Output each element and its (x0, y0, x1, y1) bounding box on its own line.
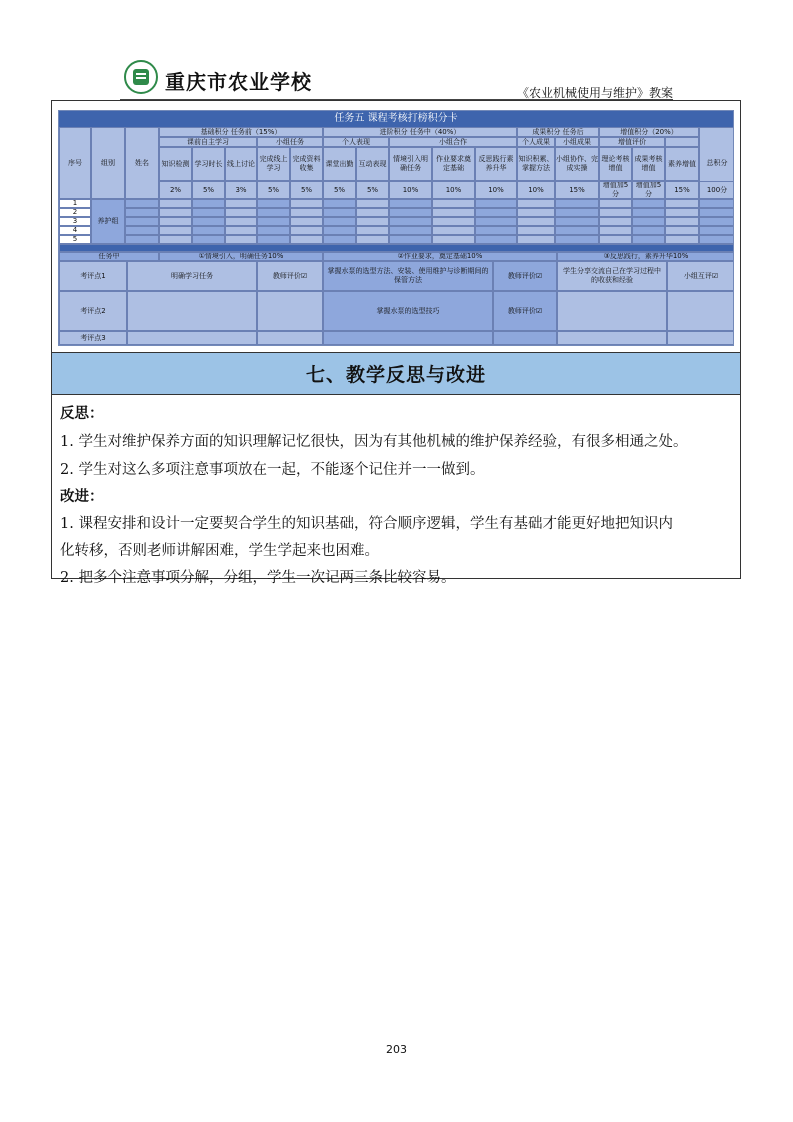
col-seq-header: 序号 (59, 127, 91, 199)
score-cell (290, 199, 323, 208)
item-header: 学习时长 (192, 147, 225, 181)
score-cell (323, 226, 356, 235)
score-cell (290, 235, 323, 244)
weight-cell: 5% (356, 181, 389, 199)
score-cell (555, 235, 599, 244)
sub-eval: 增值评价 (599, 137, 665, 147)
school-logo-icon (124, 60, 158, 94)
score-cell (323, 208, 356, 217)
score-cell (389, 235, 432, 244)
score-cell (432, 199, 475, 208)
pt2-c-eval (667, 291, 734, 331)
pt3-b-eval (493, 331, 557, 345)
score-cell (432, 217, 475, 226)
row-seq: 1 (59, 199, 91, 208)
weight-cell: 5% (192, 181, 225, 199)
weight-cell: 15% (555, 181, 599, 199)
score-cell (475, 235, 517, 244)
score-cell (125, 217, 159, 226)
pt3-c (557, 331, 667, 345)
score-cell (475, 217, 517, 226)
pt3-label: 考评点3 (59, 331, 127, 345)
score-cell (632, 226, 665, 235)
grp-result: 成果积分 任务后 (517, 127, 599, 137)
score-cell (125, 208, 159, 217)
pt1-a: 明确学习任务 (127, 261, 257, 291)
weight-cell: 增值加5分 (632, 181, 665, 199)
sub-team-result: 小组成果 (555, 137, 599, 147)
score-cell (290, 217, 323, 226)
score-cell (517, 235, 555, 244)
score-cell (225, 217, 257, 226)
score-cell (290, 226, 323, 235)
item-header: 情境引入明确任务 (389, 147, 432, 181)
score-cell (432, 235, 475, 244)
grp-growth: 增值积分（20%） (599, 127, 699, 137)
item-header: 线上讨论 (225, 147, 257, 181)
score-cell (125, 235, 159, 244)
weight-cell: 10% (389, 181, 432, 199)
weight-cell: 2% (159, 181, 192, 199)
score-cell (599, 226, 632, 235)
pt1-c-eval: 小组互评☑ (667, 261, 734, 291)
score-cell (665, 199, 699, 208)
pt2-b-eval: 教师评价☑ (493, 291, 557, 331)
score-cell (159, 208, 192, 217)
score-cell (159, 235, 192, 244)
score-cell (699, 235, 734, 244)
item-header: 互动表现 (356, 147, 389, 181)
row-seq: 5 (59, 235, 91, 244)
item-header: 知识检测 (159, 147, 192, 181)
score-cell (475, 208, 517, 217)
score-cell (555, 199, 599, 208)
weight-cell: 100分 (699, 181, 734, 199)
school-name: 重庆市农业学校 (165, 70, 312, 94)
score-cell (599, 208, 632, 217)
score-cell (356, 217, 389, 226)
score-cell (599, 217, 632, 226)
reflect-label: 反思： (60, 406, 104, 422)
group-name-cell: 养护组 (91, 199, 125, 244)
item-header: 成果考核增值 (632, 147, 665, 181)
pt1-label: 考评点1 (59, 261, 127, 291)
weight-cell: 3% (225, 181, 257, 199)
section-heading: 七、教学反思与改进 (52, 352, 740, 395)
score-cell (159, 226, 192, 235)
reflect-line: 2. 学生对这么多项注意事项放在一起，不能逐个记住并一一做到。 (60, 462, 485, 478)
score-cell (125, 226, 159, 235)
score-cell (432, 226, 475, 235)
sub-blank (665, 137, 699, 147)
score-cell (517, 199, 555, 208)
item-header: 素养增值 (665, 147, 699, 181)
score-cell (599, 199, 632, 208)
improve-line: 2. 把多个注意事项分解，分组，学生一次记两三条比较容易。 (60, 570, 456, 586)
score-cell (389, 217, 432, 226)
col-group-header: 组别 (91, 127, 125, 199)
score-cell (517, 217, 555, 226)
pt1-b-eval: 教师评价☑ (493, 261, 557, 291)
score-cell (323, 199, 356, 208)
reflect-line: 1. 学生对维护保养方面的知识理解记忆很快，因为有其他机械的维护保养经验，有很多相通之处。 (60, 434, 688, 450)
score-cell (356, 226, 389, 235)
improve-line: 化转移，否则老师讲解困难，学生学起来也困难。 (60, 543, 379, 559)
item-header: 理论考核增值 (599, 147, 632, 181)
weight-cell: 5% (323, 181, 356, 199)
sub-personal-result: 个人成果 (517, 137, 555, 147)
weight-cell: 增值加5分 (599, 181, 632, 199)
score-cell (323, 235, 356, 244)
col-total-header: 总积分 (699, 127, 734, 199)
score-cell (225, 199, 257, 208)
pt3-a-eval (257, 331, 323, 345)
weight-cell: 10% (432, 181, 475, 199)
weight-cell: 5% (257, 181, 290, 199)
item-header: 知识积累、掌握方法 (517, 147, 555, 181)
score-cell (555, 217, 599, 226)
score-card (58, 110, 734, 346)
score-cell (599, 235, 632, 244)
score-cell (159, 199, 192, 208)
score-cell (356, 235, 389, 244)
score-cell (257, 208, 290, 217)
row-seq: 3 (59, 217, 91, 226)
sub-coop: 小组合作 (389, 137, 517, 147)
score-cell (257, 226, 290, 235)
score-cell (192, 217, 225, 226)
score-cell (665, 208, 699, 217)
score-cell (225, 235, 257, 244)
score-cell (356, 199, 389, 208)
col-name-header: 姓名 (125, 127, 159, 199)
item-header: 完成资料收集 (290, 147, 323, 181)
score-cell (555, 226, 599, 235)
card-separator (59, 244, 734, 252)
item-header: 完成线上学习 (257, 147, 290, 181)
course-title: 《农业机械使用与维护》教案 (516, 86, 673, 100)
pt2-a (127, 291, 257, 331)
score-cell (356, 208, 389, 217)
pt2-b: 掌握水泵的选型技巧 (323, 291, 493, 331)
pt1-c: 学生分享交流自己在学习过程中的收获和经验 (557, 261, 667, 291)
pt2-c (557, 291, 667, 331)
score-cell (225, 226, 257, 235)
score-cell (517, 208, 555, 217)
score-cell (257, 217, 290, 226)
score-cell (192, 235, 225, 244)
item-header: 课堂出勤 (323, 147, 356, 181)
sub-team: 小组任务 (257, 137, 323, 147)
score-cell (699, 208, 734, 217)
score-cell (699, 199, 734, 208)
score-cell (192, 226, 225, 235)
pt3-c-eval (667, 331, 734, 345)
score-cell (192, 199, 225, 208)
score-cell (159, 217, 192, 226)
grp-basic: 基础积分 任务前（15%） (159, 127, 323, 137)
improve-label: 改进： (60, 489, 104, 505)
score-cell (323, 217, 356, 226)
score-cell (432, 208, 475, 217)
item-header: 反思践行素养升华 (475, 147, 517, 181)
task-c: ③反思践行，素养升华10% (557, 252, 734, 261)
pt1-b: 掌握水泵的选型方法、安装、使用维护与诊断期间的保管方法 (323, 261, 493, 291)
improve-line: 1. 课程安排和设计一定要契合学生的知识基础，符合顺序逻辑，学生有基础才能更好地把知识内 (60, 516, 673, 532)
score-cell (632, 217, 665, 226)
score-cell (389, 208, 432, 217)
task-a: ①情境引入，明确任务10% (159, 252, 323, 261)
page-number: 203 (386, 1043, 407, 1056)
score-cell (665, 226, 699, 235)
score-cell (699, 226, 734, 235)
score-cell (517, 226, 555, 235)
weight-cell: 10% (475, 181, 517, 199)
score-cell (257, 235, 290, 244)
score-cell (632, 199, 665, 208)
row-seq: 4 (59, 226, 91, 235)
pt3-b (323, 331, 493, 345)
weight-cell: 15% (665, 181, 699, 199)
task-b: ②作业要求，奠定基础10% (323, 252, 557, 261)
score-cell (632, 235, 665, 244)
pt1-a-eval: 教师评价☑ (257, 261, 323, 291)
pt2-label: 考评点2 (59, 291, 127, 331)
score-cell (665, 235, 699, 244)
score-cell (665, 217, 699, 226)
score-cell (389, 226, 432, 235)
sub-self: 课前自主学习 (159, 137, 257, 147)
task-label: 任务中 (59, 252, 159, 261)
sub-personal: 个人表现 (323, 137, 389, 147)
row-seq: 2 (59, 208, 91, 217)
score-cell (290, 208, 323, 217)
score-cell (475, 226, 517, 235)
score-cell (192, 208, 225, 217)
score-cell (475, 199, 517, 208)
pt2-a-eval (257, 291, 323, 331)
score-cell (225, 208, 257, 217)
score-card-title: 任务五 课程考核打榜积分卡 (59, 111, 733, 127)
weight-cell: 5% (290, 181, 323, 199)
pt3-a (127, 331, 257, 345)
score-cell (555, 208, 599, 217)
item-header: 作业要求奠定基础 (432, 147, 475, 181)
score-cell (389, 199, 432, 208)
item-header: 小组协作、完成实操 (555, 147, 599, 181)
score-cell (125, 199, 159, 208)
score-cell (257, 199, 290, 208)
weight-cell: 10% (517, 181, 555, 199)
score-cell (699, 217, 734, 226)
score-cell (632, 208, 665, 217)
grp-progress: 进阶积分 任务中（40%） (323, 127, 517, 137)
